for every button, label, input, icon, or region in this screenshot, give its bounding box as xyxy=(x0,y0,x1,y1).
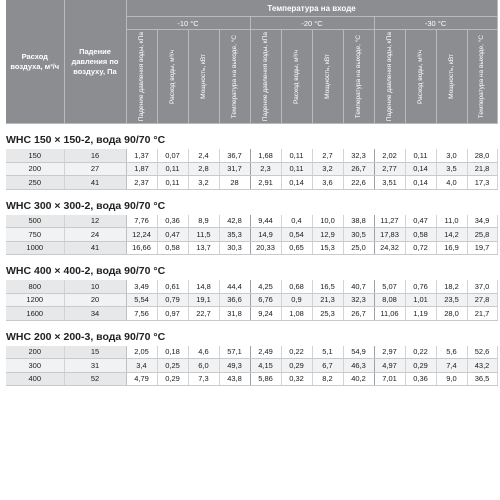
table-cell: 3,4 xyxy=(126,359,157,373)
table-cell: 0,14 xyxy=(281,176,312,190)
table-cell: 6,7 xyxy=(312,359,343,373)
table-cell: 25,3 xyxy=(312,307,343,321)
table-cell: 17,3 xyxy=(467,176,497,190)
table-cell: 2,91 xyxy=(250,176,281,190)
table-cell: 0,36 xyxy=(405,372,436,386)
table-cell: 22,7 xyxy=(188,307,219,321)
table-cell: 5,86 xyxy=(250,372,281,386)
table-cell: 28,0 xyxy=(436,307,467,321)
table-cell: 8,9 xyxy=(188,215,219,228)
table-cell: 0,22 xyxy=(281,346,312,359)
table-cell: 0,97 xyxy=(157,307,188,321)
table-row xyxy=(6,241,497,255)
column-header-label: Расход воды, м³/ч xyxy=(168,49,176,104)
section-title: WHC 400 × 400-2, вода 90/70 °C xyxy=(6,255,497,281)
table-cell: 31,8 xyxy=(219,307,250,321)
table-cell: 2,77 xyxy=(374,162,405,176)
table-cell: 4,97 xyxy=(374,359,405,373)
table-cell: 11,06 xyxy=(374,307,405,321)
table-cell: 35,3 xyxy=(219,228,250,242)
table-cell: 1,68 xyxy=(250,149,281,162)
table-cell: 40,2 xyxy=(343,372,374,386)
table-cell: 8,08 xyxy=(374,293,405,307)
table-cell: 43,2 xyxy=(467,359,497,373)
column-header-label: Расход воды, м³/ч xyxy=(416,49,424,104)
table-cell: 0,18 xyxy=(157,346,188,359)
column-header xyxy=(405,30,436,124)
column-header xyxy=(219,30,250,124)
table-cell: 25,8 xyxy=(467,228,497,242)
table-cell: 12,24 xyxy=(126,228,157,242)
table-cell: 6,0 xyxy=(188,359,219,373)
column-header xyxy=(188,30,219,124)
table-cell: 0,72 xyxy=(405,241,436,255)
table-cell: 41 xyxy=(64,241,126,255)
section-title: WHC 150 × 150-2, вода 90/70 °C xyxy=(6,124,497,150)
table-cell: 0,11 xyxy=(157,162,188,176)
table-cell: 0,07 xyxy=(157,149,188,162)
table-cell: 2,7 xyxy=(312,149,343,162)
table-cell: 16 xyxy=(64,149,126,162)
table-cell: 0,25 xyxy=(157,359,188,373)
table-row xyxy=(6,346,497,359)
table-cell: 24 xyxy=(64,228,126,242)
table-row xyxy=(6,359,497,373)
table-cell: 200 xyxy=(6,346,64,359)
table-cell: 250 xyxy=(6,176,64,190)
table-cell: 0,32 xyxy=(281,372,312,386)
table-body xyxy=(6,124,497,386)
column-header-label: Падение давления воды, кПа xyxy=(385,31,393,122)
table-row xyxy=(6,280,497,293)
table-cell: 12 xyxy=(64,215,126,228)
table-cell: 34,9 xyxy=(467,215,497,228)
table-cell: 16,5 xyxy=(312,280,343,293)
temp-group-header: -20 °C xyxy=(250,17,374,30)
table-cell: 3,51 xyxy=(374,176,405,190)
table-cell: 4,79 xyxy=(126,372,157,386)
table-cell: 28 xyxy=(219,176,250,190)
inlet-temperature-header: Температура на входе xyxy=(126,0,497,17)
table-row xyxy=(6,176,497,190)
table-cell: 20,33 xyxy=(250,241,281,255)
table-cell: 46,3 xyxy=(343,359,374,373)
table-cell: 7,4 xyxy=(436,359,467,373)
table-cell: 5,6 xyxy=(436,346,467,359)
table-cell: 38,8 xyxy=(343,215,374,228)
table-cell: 7,01 xyxy=(374,372,405,386)
table-cell: 0,58 xyxy=(157,241,188,255)
table-cell: 14,2 xyxy=(436,228,467,242)
table-cell: 17,83 xyxy=(374,228,405,242)
column-header xyxy=(126,30,157,124)
column-header-label: Мощность, кВт xyxy=(199,54,207,99)
table-cell: 3,2 xyxy=(188,176,219,190)
table-cell: 2,49 xyxy=(250,346,281,359)
table-cell: 0,29 xyxy=(157,372,188,386)
table-cell: 4,6 xyxy=(188,346,219,359)
table-cell: 2,02 xyxy=(374,149,405,162)
table-cell: 14,8 xyxy=(188,280,219,293)
table-cell: 0,22 xyxy=(405,346,436,359)
table-cell: 2,37 xyxy=(126,176,157,190)
table-cell: 4,0 xyxy=(436,176,467,190)
table-cell: 300 xyxy=(6,359,64,373)
table-cell: 54,9 xyxy=(343,346,374,359)
table-cell: 14,9 xyxy=(250,228,281,242)
table-cell: 3,5 xyxy=(436,162,467,176)
air-flow-header: Расход воздуха, м³/ч xyxy=(6,0,64,124)
table-cell: 31 xyxy=(64,359,126,373)
table-cell: 19,7 xyxy=(467,241,497,255)
table-cell: 0,65 xyxy=(281,241,312,255)
table-cell: 500 xyxy=(6,215,64,228)
table-cell: 16,66 xyxy=(126,241,157,255)
table-cell: 52,6 xyxy=(467,346,497,359)
table-cell: 16,9 xyxy=(436,241,467,255)
column-header xyxy=(157,30,188,124)
table-cell: 36,5 xyxy=(467,372,497,386)
column-header xyxy=(250,30,281,124)
table-cell: 200 xyxy=(6,162,64,176)
table-cell: 0,47 xyxy=(157,228,188,242)
table-cell: 26,7 xyxy=(343,307,374,321)
table-cell: 15,3 xyxy=(312,241,343,255)
table-cell: 1,19 xyxy=(405,307,436,321)
table-cell: 6,76 xyxy=(250,293,281,307)
table-cell: 32,3 xyxy=(343,149,374,162)
table-cell: 0,29 xyxy=(405,359,436,373)
table-cell: 20 xyxy=(64,293,126,307)
table-row xyxy=(6,307,497,321)
table-cell: 1,08 xyxy=(281,307,312,321)
column-header xyxy=(467,30,497,124)
table-cell: 0,14 xyxy=(405,176,436,190)
table-cell: 0,58 xyxy=(405,228,436,242)
table-row xyxy=(6,149,497,162)
table-cell: 25,0 xyxy=(343,241,374,255)
table-cell: 4,25 xyxy=(250,280,281,293)
column-header-label: Расход воды, м³/ч xyxy=(292,49,300,104)
table-cell: 8,2 xyxy=(312,372,343,386)
table-cell: 24,32 xyxy=(374,241,405,255)
table-cell: 5,1 xyxy=(312,346,343,359)
table-cell: 9,0 xyxy=(436,372,467,386)
column-header-label: Падение давления воды, кПа xyxy=(137,31,145,122)
table-row xyxy=(6,228,497,242)
table-cell: 21,8 xyxy=(467,162,497,176)
table-cell: 2,05 xyxy=(126,346,157,359)
table-cell: 9,44 xyxy=(250,215,281,228)
table-cell: 1200 xyxy=(6,293,64,307)
section-title: WHC 300 × 300-2, вода 90/70 °C xyxy=(6,189,497,215)
table-cell: 10 xyxy=(64,280,126,293)
table-row xyxy=(6,372,497,386)
table-cell: 0,11 xyxy=(281,162,312,176)
table-cell: 1,87 xyxy=(126,162,157,176)
table-cell: 37,0 xyxy=(467,280,497,293)
table-cell: 12,9 xyxy=(312,228,343,242)
table-cell: 34 xyxy=(64,307,126,321)
table-cell: 11,0 xyxy=(436,215,467,228)
pressure-drop-air-header: Падение давления по воздуху, Па xyxy=(64,0,126,124)
section-title: WHC 200 × 200-3, вода 90/70 °C xyxy=(6,320,497,346)
table-cell: 0,47 xyxy=(405,215,436,228)
table-cell: 1,37 xyxy=(126,149,157,162)
column-header xyxy=(374,30,405,124)
table-cell: 32,3 xyxy=(343,293,374,307)
table-cell: 0,4 xyxy=(281,215,312,228)
table-cell: 3,49 xyxy=(126,280,157,293)
table-cell: 23,5 xyxy=(436,293,467,307)
table-cell: 18,2 xyxy=(436,280,467,293)
table-cell: 2,8 xyxy=(188,162,219,176)
table-row xyxy=(6,293,497,307)
table-cell: 21,3 xyxy=(312,293,343,307)
table-cell: 800 xyxy=(6,280,64,293)
table-cell: 7,56 xyxy=(126,307,157,321)
table-cell: 49,3 xyxy=(219,359,250,373)
table-cell: 0,76 xyxy=(405,280,436,293)
table-cell: 400 xyxy=(6,372,64,386)
table-cell: 5,07 xyxy=(374,280,405,293)
column-header-label: Температура на выходе, °C xyxy=(354,34,362,119)
table-cell: 42,8 xyxy=(219,215,250,228)
table-cell: 750 xyxy=(6,228,64,242)
table-cell: 0,11 xyxy=(281,149,312,162)
table-cell: 7,76 xyxy=(126,215,157,228)
table-cell: 40,7 xyxy=(343,280,374,293)
column-header xyxy=(312,30,343,124)
table-cell: 2,4 xyxy=(188,149,219,162)
table-cell: 26,7 xyxy=(343,162,374,176)
table-cell: 2,3 xyxy=(250,162,281,176)
specification-table xyxy=(6,0,498,386)
table-cell: 10,0 xyxy=(312,215,343,228)
table-cell: 0,61 xyxy=(157,280,188,293)
table-cell: 15 xyxy=(64,346,126,359)
table-cell: 5,54 xyxy=(126,293,157,307)
table-cell: 28,0 xyxy=(467,149,497,162)
table-cell: 31,7 xyxy=(219,162,250,176)
table-cell: 1000 xyxy=(6,241,64,255)
table-cell: 30,5 xyxy=(343,228,374,242)
column-header-label: Мощность, кВт xyxy=(447,54,455,99)
table-cell: 0,11 xyxy=(157,176,188,190)
column-header xyxy=(436,30,467,124)
table-cell: 3,2 xyxy=(312,162,343,176)
table-cell: 57,1 xyxy=(219,346,250,359)
table-cell: 1,01 xyxy=(405,293,436,307)
column-header xyxy=(281,30,312,124)
table-cell: 9,24 xyxy=(250,307,281,321)
table-cell: 0,54 xyxy=(281,228,312,242)
column-header-label: Мощность, кВт xyxy=(323,54,331,99)
table-cell: 150 xyxy=(6,149,64,162)
table-cell: 0,9 xyxy=(281,293,312,307)
table-cell: 36,7 xyxy=(219,149,250,162)
table-cell: 41 xyxy=(64,176,126,190)
table-row xyxy=(6,162,497,176)
table-cell: 7,3 xyxy=(188,372,219,386)
table-cell: 3,0 xyxy=(436,149,467,162)
table-cell: 3,6 xyxy=(312,176,343,190)
table-cell: 0,79 xyxy=(157,293,188,307)
table-cell: 0,11 xyxy=(405,149,436,162)
column-header-label: Температура на выходе, °C xyxy=(478,34,486,119)
table-cell: 0,14 xyxy=(405,162,436,176)
table-cell: 0,29 xyxy=(281,359,312,373)
table-cell: 21,7 xyxy=(467,307,497,321)
table-cell: 52 xyxy=(64,372,126,386)
temp-group-header: -10 °C xyxy=(126,17,250,30)
table-cell: 19,1 xyxy=(188,293,219,307)
table-cell: 0,68 xyxy=(281,280,312,293)
table-cell: 44,4 xyxy=(219,280,250,293)
table-cell: 1600 xyxy=(6,307,64,321)
table-cell: 30,3 xyxy=(219,241,250,255)
column-header-label: Падение давления воды, кПа xyxy=(261,31,269,122)
table-cell: 27,8 xyxy=(467,293,497,307)
table-cell: 11,27 xyxy=(374,215,405,228)
column-header-label: Температура на выходе, °C xyxy=(230,34,238,119)
table-cell: 27 xyxy=(64,162,126,176)
table-cell: 13,7 xyxy=(188,241,219,255)
column-header xyxy=(343,30,374,124)
table-cell: 0,36 xyxy=(157,215,188,228)
table-row xyxy=(6,215,497,228)
table-cell: 4,15 xyxy=(250,359,281,373)
table-cell: 36,6 xyxy=(219,293,250,307)
table-cell: 11,5 xyxy=(188,228,219,242)
table-cell: 43,8 xyxy=(219,372,250,386)
table-cell: 22,6 xyxy=(343,176,374,190)
temp-group-header: -30 °C xyxy=(374,17,497,30)
table-cell: 2,97 xyxy=(374,346,405,359)
